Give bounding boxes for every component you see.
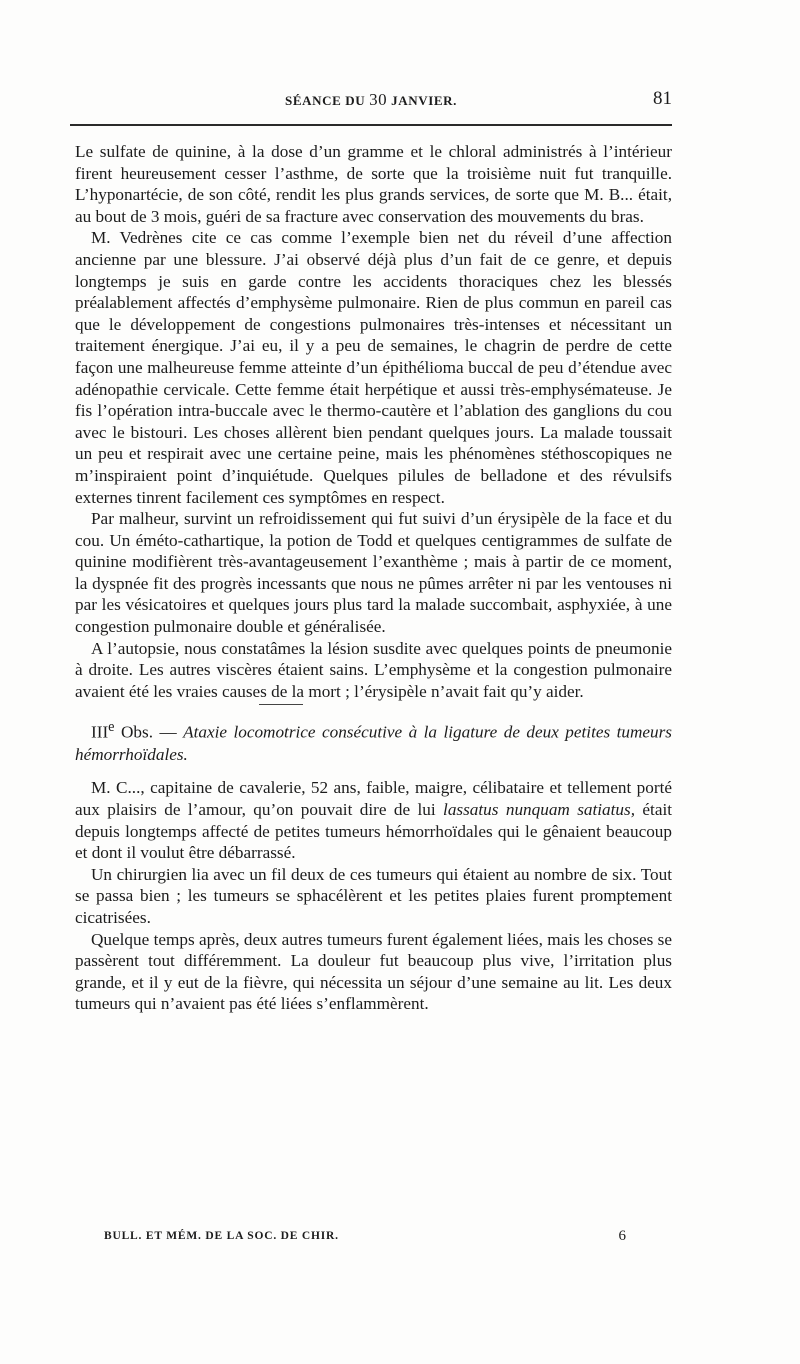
running-head-prefix: SÉANCE DU [285, 93, 366, 108]
observation-heading [75, 717, 672, 765]
paragraph: A l’autopsie, nous constatâmes la lésion susdite avec quelques points de pneumonie à droite. Les autres viscères étaient sains. L’emphysème et la congestion pulmonaire avaient été les vraies causes de la mort ; l’érysipèle n’avait fait qu’y aider. [75, 638, 672, 701]
running-head-suffix: JANVIER. [391, 93, 457, 108]
page-footer [104, 1230, 626, 1250]
observation-number: III [91, 723, 109, 743]
text-segment: M. C..., capitaine de cavalerie, 52 ans, faible, maigre, célibataire et tellement porté aux plaisirs de l’amour, qu’on pouvait dire de lui [75, 778, 672, 819]
observation-title: Ataxie locomotrice consécutive à la ligature de deux petites tumeurs hémorrhoïdales. [75, 723, 672, 764]
observation-paragraph: Quelque temps après, deux autres tumeurs furent également liées, mais les choses se passèrent tout différemment. La douleur fut beaucoup plus vive, l’irritation plus grande, et il y eut de la fièvre, qui nécessita un séjour d’une semaine au lit. Les deux tumeurs qui n’avaient pas été liées s’enflammèrent. [75, 929, 672, 1014]
observation-label: Obs. — [121, 723, 177, 743]
body-text [75, 141, 672, 1015]
observation-paragraph: Un chirurgien lia avec un fil deux de ces tumeurs qui étaient au nombre de six. Tout se passa bien ; les tumeurs se sphacélèrent et les petites plaies furent promptement cicatrisées. [75, 864, 672, 927]
running-head [70, 90, 672, 110]
header-rule [70, 124, 672, 126]
running-head-day: 30 [369, 90, 388, 109]
observation-superscript: e [108, 719, 115, 736]
paragraph: M. Vedrènes cite ce cas comme l’exemple bien net du réveil d’une affection ancienne par une blessure. J’ai observé déjà plus d’un fait de ce genre, et depuis longtemps je suis en garde contre les accidents thoraciques chez les blessés préalablement affectés d’emphysème pulmonaire. Rien de plus commun en pareil cas que le développement de congestions pulmonaires très-intenses et nécessitant un traitement énergique. J’ai eu, il y a peu de semaines, le chagrin de perdre de cette façon une malheureuse femme atteinte d’un épithélioma buccal de peu d’étendue avec adénopathie cervicale. Cette femme était herpétique et aussi très-emphysémateuse. Je fis l’opération intra-buccale avec le thermo-cautère et l’ablation des ganglions du cou avec le bistouri. Les choses allèrent bien pendant quelques jours. La malade toussait un peu et respirait avec une certaine peine, mais les phénomènes stéthoscopiques ne m’inspiraient point d’inquiétude. Quelques pilules de belladone et des révulsifs externes tinrent facilement ces symptômes en respect. [75, 228, 672, 507]
latin-phrase: lassatus nunquam satiatus, [443, 799, 636, 819]
paragraph: Le sulfate de quinine, à la dose d’un gramme et le chloral administrés à l’intérieur firent heureusement cesser l’asthme, de sorte que la troisième nuit fut tranquille. L’hyponartécie, de son côté, rendit les plus grands services, de sorte que M. B... était, au bout de 3 mois, guéri de sa fracture avec conservation des mouvements du bras. [75, 142, 672, 226]
paragraph: Par malheur, survint un refroidissement qui fut suivi d’un érysipèle de la face et du cou. Un éméto-cathartique, la potion de Todd et quelques centigrammes de sulfate de quinine modifièrent très-avantageusement l’exanthème ; mais à partir de ce moment, la dyspnée fit des progrès incessants que nous ne pûmes arrêter ni par les ventouses ni par les vésicatoires et quelques jours plus tard la malade succombait, asphyxiée, à une congestion pulmonaire double et généralisée. [75, 509, 672, 637]
page-number: 81 [653, 88, 672, 109]
page-header [70, 88, 672, 112]
observation-paragraph [75, 777, 672, 863]
signature-mark: 6 [618, 1228, 626, 1244]
separator-rule [259, 704, 303, 705]
text-segment: était depuis longtemps affecté de petites tumeurs hémorrhoïdales qui le gênaient beaucoup et dont il voulut être débarrassé. [75, 799, 672, 863]
footer-journal-title: BULL. ET MÉM. DE LA SOC. DE CHIR. [104, 1230, 339, 1242]
